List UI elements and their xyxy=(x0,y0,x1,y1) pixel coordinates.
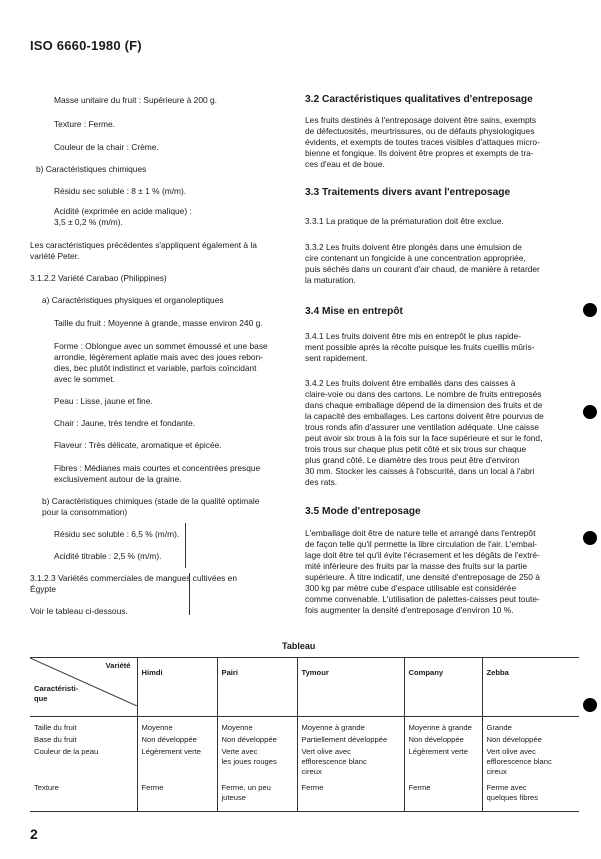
table-cell: Non développée xyxy=(404,733,482,745)
s32-line-2: de défectuosités, meurtrissures, ou de défauts physiologiques xyxy=(305,126,535,136)
forme-line-2: arrondie, légèrement aplatie mais avec des joues rebon- xyxy=(54,352,264,362)
s341-line-3: sent rapidement. xyxy=(305,353,368,363)
s35-line-7: comme convenable. L'utilisation de palettes-caisses peut toute- xyxy=(305,594,540,604)
s342-line-3: dans chaque emballage dépend de la dimension des fruits et de xyxy=(305,400,543,410)
table-cell: Moyenne xyxy=(137,717,217,734)
s35-line-3: lage doit être tel qu'il évite l'écrasement et les dégâts de l'extré- xyxy=(305,550,540,560)
column-header: Zebba xyxy=(482,658,579,717)
s35-line-6: 300 kg par mètre cube d'espace utilisable est considérée xyxy=(305,583,517,593)
corner-char-label-2: que xyxy=(34,694,48,703)
section-3-4-title: 3.4 Mise en entrepôt xyxy=(305,306,403,317)
peau-text: Peau : Lisse, jaune et fine. xyxy=(54,396,153,406)
size-text: Taille du fruit : Moyenne à grande, masse environ 240 g. xyxy=(54,318,263,328)
table-cell: Texture xyxy=(30,777,137,812)
change-marker-dot xyxy=(583,405,597,419)
column-header: Himdi xyxy=(137,658,217,717)
section-3-3-title: 3.3 Traitements divers avant l'entreposage xyxy=(305,187,511,198)
table-cell: Vert olive avec efflorescence blanc cireux xyxy=(486,747,552,776)
table-cell: Verte avec les joues rouges xyxy=(217,745,297,777)
table-corner-cell xyxy=(30,658,137,717)
fibres-line-2: exclusivement autour de la graine. xyxy=(54,474,182,484)
revision-bar xyxy=(189,573,190,615)
egypt-line-2: Égypte xyxy=(30,584,57,594)
table-cell: Base du fruit xyxy=(30,733,137,745)
peter-line-2: variété Peter. xyxy=(30,251,80,261)
table-cell: Non développée xyxy=(137,733,217,745)
table-header-row xyxy=(30,658,579,717)
corner-variety-label: Variété xyxy=(105,661,131,670)
s342-line-1: 3.4.2 Les fruits doivent être emballés dans des caisses à xyxy=(305,378,516,388)
chair-text: Chair : Jaune, très tendre et fondante. xyxy=(54,418,196,428)
change-marker-dot xyxy=(583,698,597,712)
acidity-line-2: 3,5 ± 0,2 % (m/m). xyxy=(54,217,123,227)
page-number: 2 xyxy=(30,826,38,842)
peter-line-1: Les caractéristiques précédentes s'appliquent également à la xyxy=(30,240,257,250)
change-marker-dot xyxy=(583,531,597,545)
fibres-line-1: Fibres : Médianes mais courtes et concentrées presque xyxy=(54,463,261,473)
s332-line-2: cire contenant un fongicide à une concentration appropriée, xyxy=(305,253,526,263)
texture-text: Texture : Ferme. xyxy=(54,119,115,129)
egypt-line-1: 3.1.2.3 Variétés commerciales de mangues cultivées en xyxy=(30,573,237,583)
table-cell: Moyenne à grande xyxy=(404,717,482,734)
s32-line-5: ces d'eau et de boue. xyxy=(305,159,385,169)
table-cell: Légèrement verte xyxy=(404,745,482,777)
table-cell: Taille du fruit xyxy=(30,717,137,734)
s35-line-8: fois augmenter la densité d'entreposage d'environ 10 %. xyxy=(305,605,514,615)
table-cell: Moyenne xyxy=(217,717,297,734)
document-id: ISO 6660-1980 (F) xyxy=(30,38,142,53)
table-row xyxy=(30,717,579,734)
section-3-5-title: 3.5 Mode d'entreposage xyxy=(305,506,421,517)
s35-line-5: supérieure. À titre indicatif, une densité d'entreposage de 250 à xyxy=(305,572,540,582)
varieties-table xyxy=(30,657,579,812)
table-cell: Ferme, un peu juteuse xyxy=(217,777,297,812)
forme-line-3: dies, bec plutôt indistinct et variable, parfois coïncidant xyxy=(54,363,257,373)
s341-line-2: ment possible après la récolte puisque les fruits cueillis mûris- xyxy=(305,342,535,352)
physical-heading: a) Caractéristiques physiques et organoleptiques xyxy=(42,295,224,305)
table-cell: Grande xyxy=(486,723,512,732)
table-cell: Ferme avec quelques fibres xyxy=(486,783,539,802)
residue-2-text: Résidu sec soluble : 6,5 % (m/m). xyxy=(54,529,180,539)
s342-line-10: des rats. xyxy=(305,477,338,487)
table-cell: Ferme xyxy=(137,777,217,812)
forme-line-1: Forme : Oblongue avec un sommet émoussé et une base xyxy=(54,341,268,351)
table-row xyxy=(30,777,579,812)
table-cell: Partiellement développée xyxy=(297,733,404,745)
corner-char-label-1: Caractéristi- xyxy=(34,684,79,693)
table-cell: Non développée xyxy=(486,735,542,744)
column-header: Pairi xyxy=(217,658,297,717)
s331-text: 3.3.1 La pratique de la prématuration doit être exclue. xyxy=(305,216,504,226)
section-3-2-title: 3.2 Caractéristiques qualitatives d'entreposage xyxy=(305,94,533,105)
s32-line-4: bienne et fongique. Ils doivent être propres et exempts de tra- xyxy=(305,148,534,158)
table-cell: Moyenne à grande xyxy=(297,717,404,734)
s332-line-4: la maturation. xyxy=(305,275,356,285)
mass-text: Masse unitaire du fruit : Supérieure à 200 g. xyxy=(54,95,217,105)
table-row xyxy=(30,745,579,777)
table-cell: Couleur de la peau xyxy=(30,745,137,777)
s332-line-3: puis séchés dans un courant d'air chaud, de manière à retarder xyxy=(305,264,540,274)
carabao-heading: 3.1.2.2 Variété Carabao (Philippines) xyxy=(30,273,167,283)
s342-line-6: peut avoir six trous à la fois sur la face supérieure et sur le fond, xyxy=(305,433,543,443)
s342-line-7: trois trous sur chaque plus petit côté et six trous sur chaque xyxy=(305,444,527,454)
s342-line-9: 30 mm. Stocker les caisses à l'obscurité, dans un local à l'abri xyxy=(305,466,535,476)
table-cell: Ferme xyxy=(297,777,404,812)
s342-line-5: trous ronds afin d'assurer une ventilation adéquate. Une caisse xyxy=(305,422,539,432)
s342-line-4: la capacité des emballages. Les cartons doivent être pourvus de xyxy=(305,411,544,421)
s32-line-1: Les fruits destinés à l'entreposage doivent être sains, exempts xyxy=(305,115,537,125)
dry-residue-text: Résidu sec soluble : 8 ± 1 % (m/m). xyxy=(54,186,187,196)
column-header: Company xyxy=(404,658,482,717)
flesh-color-text: Couleur de la chair : Crème. xyxy=(54,142,159,152)
revision-bar xyxy=(185,523,186,568)
change-marker-dot xyxy=(583,303,597,317)
s35-line-2: de façon telle qu'il permette la libre circulation de l'air. L'embal- xyxy=(305,539,537,549)
chemical-optimal-line-2: pour la consommation) xyxy=(42,507,128,517)
table-cell: Légèrement verte xyxy=(137,745,217,777)
s32-line-3: évidents, et exempts de toutes traces visibles d'attaques micro- xyxy=(305,137,540,147)
acidity-2-text: Acidité titrable : 2,5 % (m/m). xyxy=(54,551,162,561)
column-header: Tymour xyxy=(297,658,404,717)
acidity-line-1: Acidité (exprimée en acide malique) : xyxy=(54,206,192,216)
chemical-optimal-line-1: b) Caractéristiques chimiques (stade de la qualité optimale xyxy=(42,496,260,506)
s341-line-1: 3.4.1 Les fruits doivent être mis en entrepôt le plus rapide- xyxy=(305,331,522,341)
chemical-heading: b) Caractéristiques chimiques xyxy=(36,164,147,174)
table-cell: Non développée xyxy=(217,733,297,745)
flaveur-text: Flaveur : Très délicate, aromatique et épicée. xyxy=(54,440,222,450)
s342-line-2: claire-voie ou dans des cartons. Le nombre de fruits entreposés xyxy=(305,389,542,399)
s342-line-8: plus grand côté. Le diamètre des trous peut être d'environ xyxy=(305,455,520,465)
s35-line-4: mité inférieure des fruits par la masse des fruits sur la partie xyxy=(305,561,528,571)
s332-line-1: 3.3.2 Les fruits doivent être plongés dans une émulsion de xyxy=(305,242,522,252)
table-cell: Vert olive avec efflorescence blanc cireux xyxy=(297,745,404,777)
table-row xyxy=(30,733,579,745)
table-title: Tableau xyxy=(282,641,316,651)
s35-line-1: L'emballage doit être de nature telle et arrangé dans l'entrepôt xyxy=(305,528,536,538)
forme-line-4: avec le sommet. xyxy=(54,374,115,384)
see-table-text: Voir le tableau ci-dessous. xyxy=(30,606,128,616)
table-cell: Ferme xyxy=(404,777,482,812)
